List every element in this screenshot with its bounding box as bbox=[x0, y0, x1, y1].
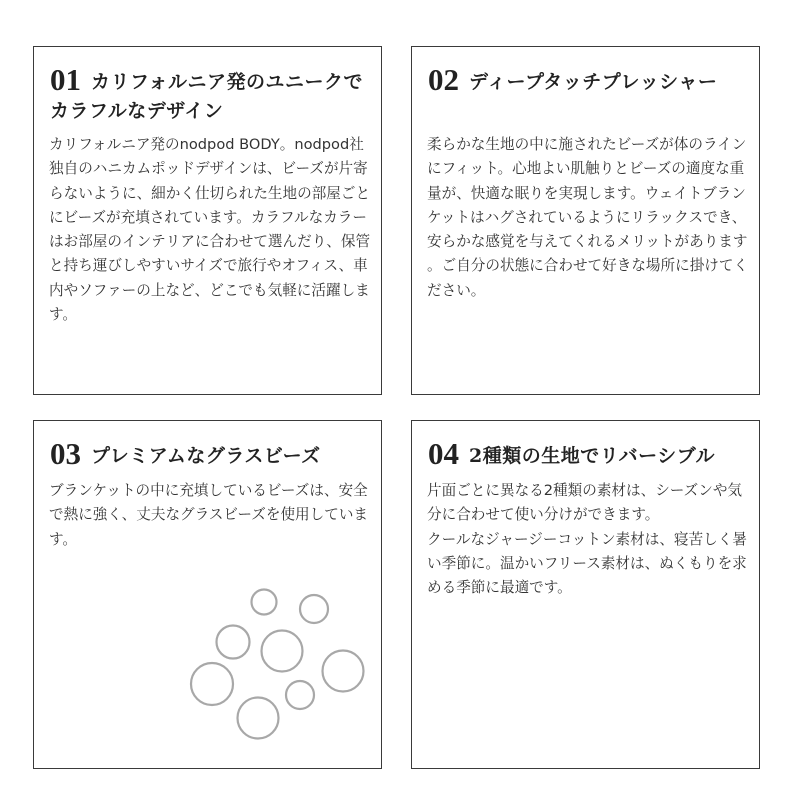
bead-circle bbox=[191, 663, 233, 705]
card-description: 片面ごとに異なる2種類の素材は、シーズンや気分に合わせて使い分けができます。 クールなジャージーコットン素材は、寝苦しく暑い季節に。温かいフリース素材は、ぬくもりを求める季節に最適です。 bbox=[427, 482, 747, 597]
bead-circle bbox=[262, 631, 303, 672]
bead-circle bbox=[286, 681, 314, 709]
card-title bbox=[428, 62, 746, 97]
feature-card-04 bbox=[411, 420, 760, 769]
card-heading: カリフォルニア発のユニークでカラフルなデザイン bbox=[50, 71, 364, 122]
card-heading: プレミアムなグラスビーズ bbox=[91, 445, 321, 467]
card-title bbox=[50, 62, 368, 126]
bead-circle bbox=[252, 590, 277, 615]
card-title bbox=[428, 436, 746, 471]
glass-beads-icon bbox=[184, 586, 374, 746]
card-number: 01 bbox=[50, 62, 81, 97]
card-description: 柔らかな生地の中に施されたビーズが体のラインにフィット。心地よい肌触りとビーズの適度な重量が、快適な眠りを実現します。ウェイトブランケットはハグされているようにリラックスでき、安らかな感覚を与えてくれるメリットがあります。ご自分の状態に合わせて好きな場所に掛けてください。 bbox=[427, 136, 749, 299]
bead-circle bbox=[217, 626, 250, 659]
card-description: カリフォルニア発のnodpod BODY。nodpod社独自のハニカムポッドデザインは、ビーズが片寄らないように、細かく仕切られた生地の部屋ごとにビーズが充填されています。カラフルなカラーはお部屋のインテリアに合わせて選んだり、保管と持ち運びしやすいサイズで旅行やオフィス、車内やソファーの上など、どこでも気軽に活躍します。 bbox=[49, 136, 371, 324]
feature-card-03 bbox=[33, 420, 382, 769]
card-heading: 2種類の生地でリバーシブル bbox=[469, 445, 716, 467]
card-number: 02 bbox=[428, 62, 459, 97]
card-number: 03 bbox=[50, 436, 81, 471]
bead-circle bbox=[323, 651, 364, 692]
bead-circle bbox=[300, 595, 328, 623]
card-number: 04 bbox=[428, 436, 459, 471]
feature-card-02 bbox=[411, 46, 760, 395]
bead-circle bbox=[238, 698, 279, 739]
card-heading: ディープタッチプレッシャー bbox=[469, 71, 718, 93]
card-description: ブランケットの中に充填しているビーズは、安全で熱に強く、丈夫なグラスビーズを使用しています。 bbox=[49, 482, 369, 548]
card-title bbox=[50, 436, 368, 471]
feature-card-01 bbox=[33, 46, 382, 395]
